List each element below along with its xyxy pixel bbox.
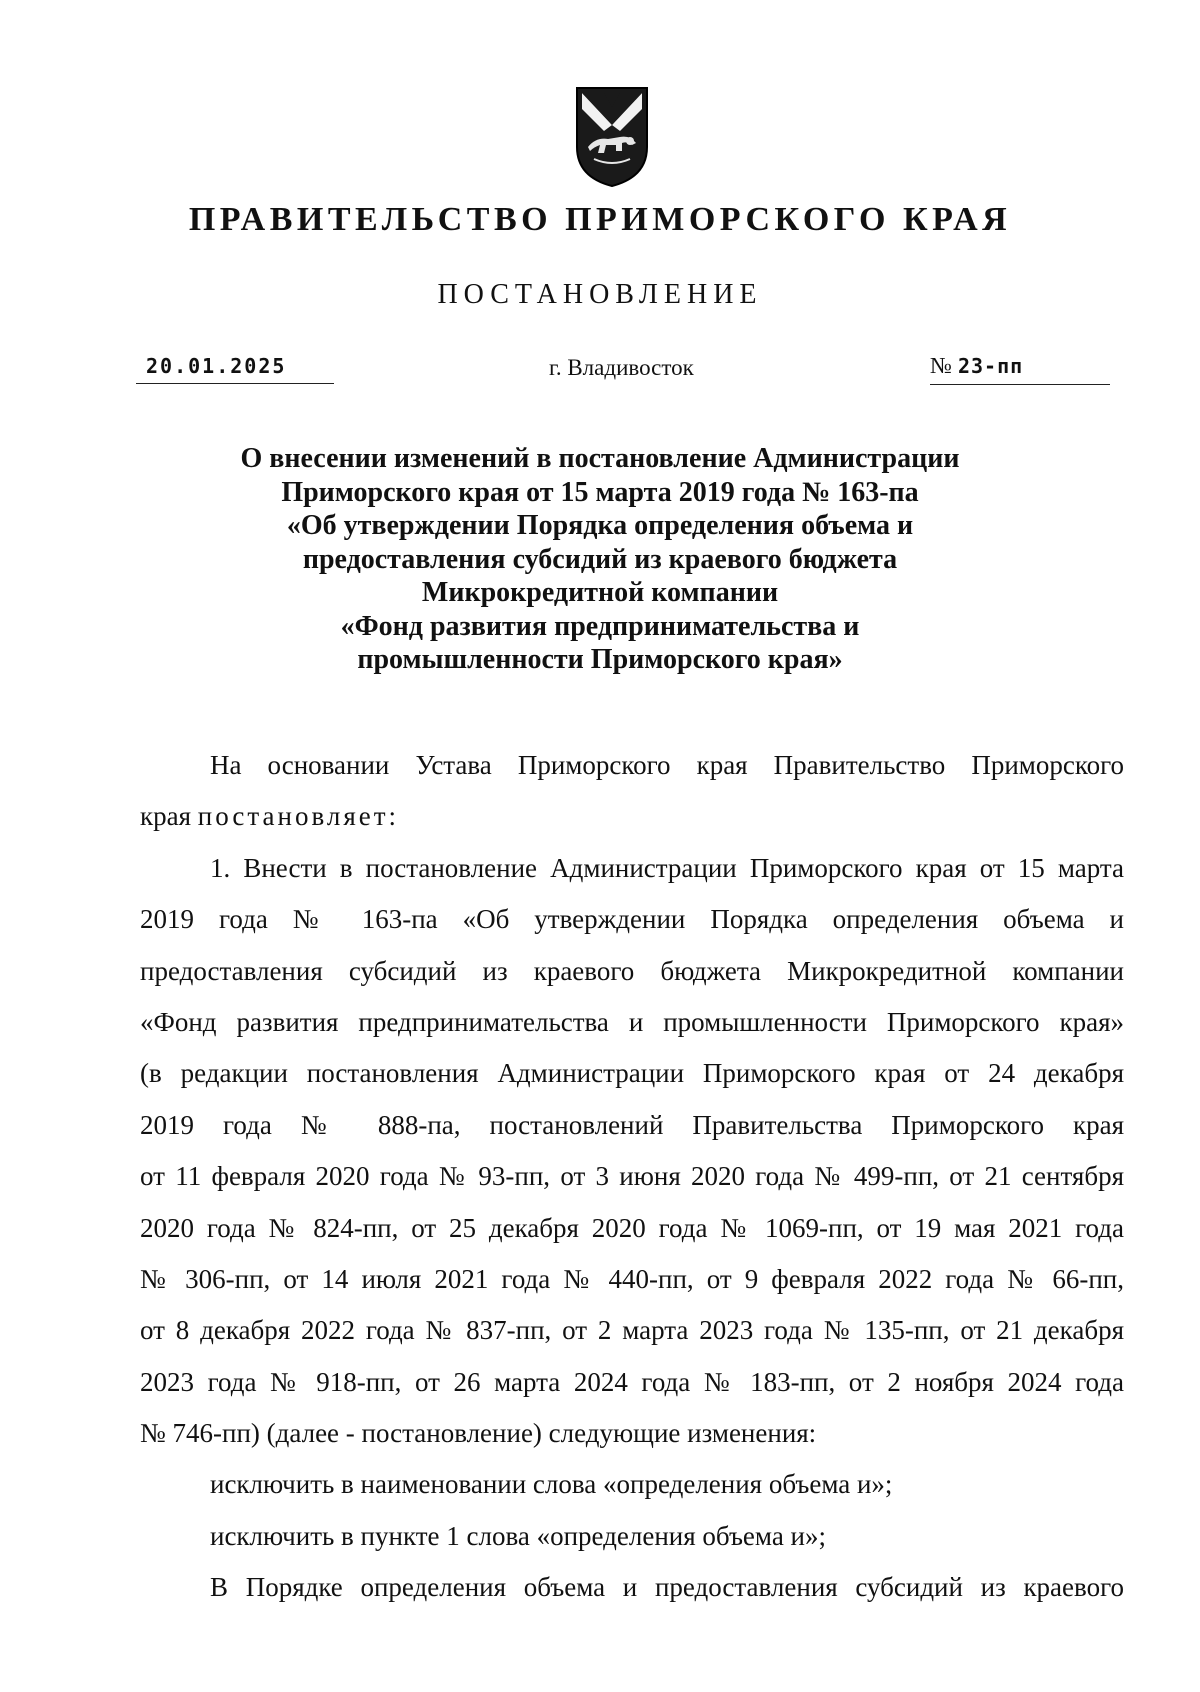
heading-line: «Об утверждении Порядка определения объема и <box>286 510 914 541</box>
body-line: исключить в наименовании слова «определения объема и»; <box>210 1469 893 1500</box>
heading-line: предоставления субсидий из краевого бюджета <box>302 543 898 575</box>
body-line: 2019 года № 888-па, постановлений Правительства Приморского края <box>140 1109 1124 1140</box>
document-heading <box>180 442 1020 677</box>
heading-line: Микрокредитной компании <box>421 577 779 608</box>
document-meta-row <box>0 350 1200 390</box>
number-sign: № <box>930 353 952 378</box>
body-line: предоставления субсидий из краевого бюджета Микрокредитной компании <box>140 955 1124 986</box>
body-text: края <box>140 801 192 832</box>
heading-line: промышленности Приморского края» <box>357 644 843 675</box>
document-number-field <box>930 350 1110 385</box>
document-body <box>140 740 1124 1614</box>
body-line: исключить в пункте 1 слова «определения объема и»; <box>210 1520 827 1551</box>
primorsky-krai-coat-of-arms-icon <box>574 85 650 189</box>
heading-line: О внесении изменений в постановление Администрации <box>240 443 960 474</box>
document-type: ПОСТАНОВЛЕНИЕ <box>437 279 763 310</box>
body-line: 2020 года № 824-пп, от 25 декабря 2020 года № 1069-пп, от 19 мая 2021 года <box>140 1212 1124 1243</box>
body-line: № 746-пп) (далее - постановление) следующие изменения: <box>140 1418 817 1449</box>
document-city: г. Владивосток <box>549 355 694 380</box>
heading-line: Приморского края от 15 марта 2019 года № 163-па <box>281 476 919 508</box>
document-number: 23-пп <box>957 354 1024 378</box>
body-line: от 11 февраля 2020 года № 93-пп, от 3 июня 2020 года № 499-пп, от 21 сентября <box>140 1161 1124 1192</box>
body-line: от 8 декабря 2022 года № 837-пп, от 2 марта 2023 года № 135-пп, от 21 декабря <box>140 1315 1124 1346</box>
body-line: (в редакции постановления Администрации Приморского края от 24 декабря <box>140 1058 1124 1089</box>
body-line: В Порядке определения объема и предоставления субсидий из краевого <box>210 1572 1124 1603</box>
body-line: № 306-пп, от 14 июля 2021 года № 440-пп, от 9 февраля 2022 года № 66-пп, <box>140 1263 1124 1294</box>
document-date: 20.01.2025 <box>136 350 334 384</box>
body-line: 2019 года № 163-па «Об утверждении Порядка определения объема и <box>140 904 1124 935</box>
government-name: ПРАВИТЕЛЬСТВО ПРИМОРСКОГО КРАЯ <box>188 201 1012 238</box>
body-line: На основании Устава Приморского края Правительство Приморского <box>210 750 1124 780</box>
heading-line: «Фонд развития предпринимательства и <box>340 610 860 642</box>
resolves-word: постановляет: <box>197 801 400 832</box>
body-line: «Фонд развития предпринимательства и промышленности Приморского края» <box>140 1006 1124 1037</box>
body-line: 2023 года № 918-пп, от 26 марта 2024 года № 183-пп, от 2 ноября 2024 года <box>140 1366 1124 1397</box>
body-line <box>140 791 1124 842</box>
body-line: 1. Внести в постановление Администрации Приморского края от 15 марта <box>210 852 1124 883</box>
